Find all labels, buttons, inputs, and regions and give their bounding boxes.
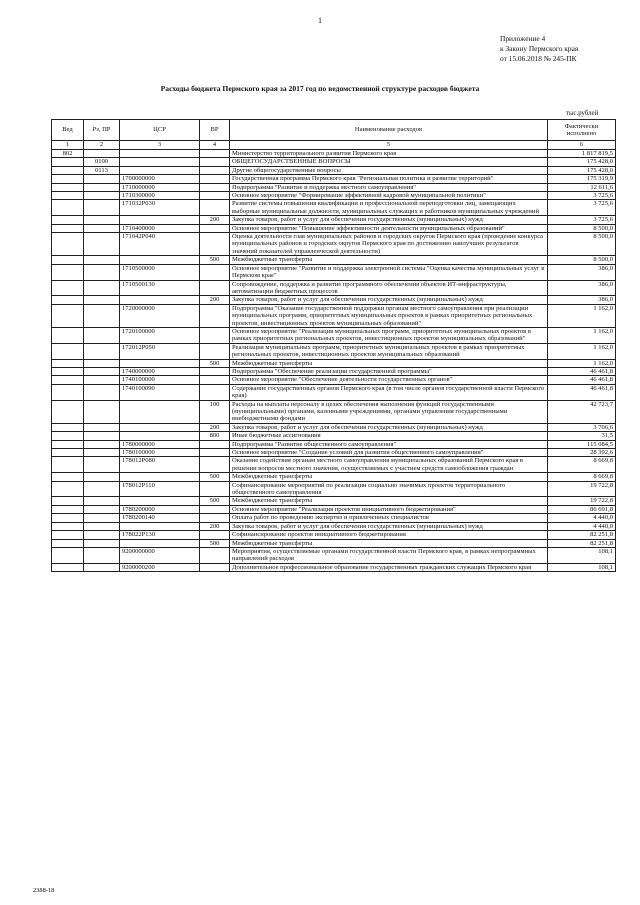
cell-amount: 46 461,8 xyxy=(548,367,616,375)
header-ved: Вед xyxy=(52,120,84,141)
cell-amount: 3 706,6 xyxy=(548,423,616,431)
cell-vr xyxy=(200,304,230,327)
cell-csr: 178012Р110 xyxy=(120,481,200,497)
cell-ved xyxy=(52,522,84,530)
cell-ved xyxy=(52,166,84,174)
cell-amount: 8 500,0 xyxy=(548,256,616,264)
cell-vr: 200 xyxy=(200,216,230,224)
cell-rz xyxy=(84,440,120,448)
cell-name: Сопровождение, поддержка и развитие программного обеспечения объектов ИТ-инфраструктуры, автоматизации бюджетных процессов xyxy=(230,280,548,296)
column-number: 4 xyxy=(200,141,230,150)
table-row xyxy=(52,432,616,440)
cell-ved xyxy=(52,497,84,505)
cell-name: Основное мероприятие "Реализация муниципальных программ, приоритетных муниципальных проектов в рамках приоритетных региональных проектов, инвестиционных проектов муниципальных образований" xyxy=(230,327,548,343)
cell-amount: 1 162,0 xyxy=(548,343,616,359)
cell-csr xyxy=(120,432,200,440)
cell-csr xyxy=(120,400,200,423)
table-row xyxy=(52,440,616,448)
cell-name: Мероприятия, осуществляемые органами государственной власти Пермского края, в рамках непрограммных направлений расходов xyxy=(230,547,548,563)
header-vr: ВР xyxy=(200,120,230,141)
cell-rz xyxy=(84,531,120,539)
cell-vr: 200 xyxy=(200,296,230,304)
budget-table xyxy=(51,119,616,572)
cell-csr xyxy=(120,166,200,174)
cell-amount: 3 725,6 xyxy=(548,200,616,216)
cell-vr xyxy=(200,150,230,158)
cell-rz xyxy=(84,481,120,497)
cell-rz xyxy=(84,216,120,224)
cell-name: Подпрограмма "Развитие общественного самоуправления" xyxy=(230,440,548,448)
table-row xyxy=(52,457,616,473)
cell-csr: 1780200140 xyxy=(120,514,200,522)
cell-vr xyxy=(200,376,230,384)
table-row xyxy=(52,547,616,563)
cell-vr xyxy=(200,457,230,473)
table-row xyxy=(52,175,616,183)
column-number: 6 xyxy=(548,141,616,150)
cell-amount: 386,0 xyxy=(548,264,616,280)
cell-name: Закупка товаров, работ и услуг для обеспечения государственных (муниципальных) нужд xyxy=(230,423,548,431)
cell-csr: 1720100000 xyxy=(120,327,200,343)
cell-vr xyxy=(200,280,230,296)
cell-vr xyxy=(200,481,230,497)
cell-vr: 500 xyxy=(200,539,230,547)
cell-rz: 0113 xyxy=(84,166,120,174)
cell-vr: 500 xyxy=(200,359,230,367)
cell-ved xyxy=(52,183,84,191)
cell-csr: 1710500130 xyxy=(120,280,200,296)
cell-vr xyxy=(200,175,230,183)
document-title: Расходы бюджета Пермского края за 2017 год по ведомственной структуре расходов бюджета xyxy=(160,84,480,93)
cell-name: Межбюджетные трансферты xyxy=(230,359,548,367)
cell-amount: 8 669,8 xyxy=(548,473,616,481)
cell-name: Расходы на выплаты персоналу в целях обеспечения выполнения функций государственными (муниципальными) органами, казенными учреждениями, органами управления государственными внебюджетными фондами xyxy=(230,400,548,423)
cell-ved xyxy=(52,473,84,481)
cell-rz xyxy=(84,150,120,158)
cell-ved xyxy=(52,224,84,232)
appendix-line-3: от 15.06.2018 № 245-ПК xyxy=(500,54,577,63)
cell-rz xyxy=(84,522,120,530)
cell-ved xyxy=(52,192,84,200)
cell-rz xyxy=(84,359,120,367)
cell-csr: 1700000000 xyxy=(120,175,200,183)
table-row xyxy=(52,224,616,232)
cell-vr xyxy=(200,192,230,200)
cell-ved xyxy=(52,304,84,327)
cell-csr: 178012Р080 xyxy=(120,457,200,473)
cell-amount: 19 722,8 xyxy=(548,481,616,497)
cell-name: Дополнительное профессиональное образование государственных гражданских служащих Пермского края xyxy=(230,563,548,571)
cell-ved xyxy=(52,175,84,183)
table-row xyxy=(52,531,616,539)
appendix-note xyxy=(500,34,578,64)
cell-csr: 1710300000 xyxy=(120,192,200,200)
cell-name: Другие общегосударственные вопросы xyxy=(230,166,548,174)
appendix-line-2: к Закону Пермского края xyxy=(500,44,579,53)
cell-rz xyxy=(84,432,120,440)
table-row xyxy=(52,400,616,423)
cell-amount: 3 725,6 xyxy=(548,216,616,224)
cell-csr xyxy=(120,359,200,367)
table-row xyxy=(52,384,616,400)
cell-rz xyxy=(84,343,120,359)
table-header-row xyxy=(52,120,616,141)
cell-rz xyxy=(84,233,120,256)
cell-name: Реализация муниципальных программ, приоритетных муниципальных проектов в рамках приоритетных региональных проектов, инвестиционных проектов муниципальных образований xyxy=(230,343,548,359)
cell-name: Основное мероприятие "Реализация проектов инициативного бюджетирования" xyxy=(230,505,548,513)
cell-name: Основное мероприятие "Формирование эффективной кадровой муниципальной политики" xyxy=(230,192,548,200)
cell-csr: 1740000000 xyxy=(120,367,200,375)
table-row xyxy=(52,505,616,513)
cell-amount: 12 611,6 xyxy=(548,183,616,191)
table-row xyxy=(52,481,616,497)
cell-vr xyxy=(200,233,230,256)
cell-rz xyxy=(84,224,120,232)
table-row xyxy=(52,216,616,224)
cell-name: Межбюджетные трансферты xyxy=(230,473,548,481)
cell-name: Основное мероприятие "Повышение эффективности деятельности муниципальных образований" xyxy=(230,224,548,232)
cell-amount: 19 722,8 xyxy=(548,497,616,505)
table-row xyxy=(52,183,616,191)
cell-name: Основное мероприятие "Создание условий для развития общественного самоуправления" xyxy=(230,449,548,457)
cell-vr xyxy=(200,264,230,280)
cell-rz xyxy=(84,256,120,264)
cell-name: Закупка товаров, работ и услуг для обеспечения государственных (муниципальных) нужд xyxy=(230,296,548,304)
column-number: 2 xyxy=(84,141,120,150)
cell-ved xyxy=(52,505,84,513)
cell-rz xyxy=(84,473,120,481)
cell-csr: 171042Р040 xyxy=(120,233,200,256)
cell-vr xyxy=(200,327,230,343)
cell-amount: 1 817 819,5 xyxy=(548,150,616,158)
table-row xyxy=(52,367,616,375)
cell-csr xyxy=(120,522,200,530)
cell-amount: 28 392,6 xyxy=(548,449,616,457)
cell-vr xyxy=(200,384,230,400)
cell-vr xyxy=(200,200,230,216)
cell-amount: 108,1 xyxy=(548,547,616,563)
table-row xyxy=(52,563,616,571)
table-row xyxy=(52,539,616,547)
cell-rz xyxy=(84,497,120,505)
cell-ved xyxy=(52,547,84,563)
cell-rz xyxy=(84,183,120,191)
cell-name: Закупка товаров, работ и услуг для обеспечения государственных (муниципальных) нужд xyxy=(230,216,548,224)
table-row xyxy=(52,256,616,264)
cell-ved xyxy=(52,376,84,384)
cell-amount: 3 725,6 xyxy=(548,192,616,200)
cell-amount: 115 084,5 xyxy=(548,440,616,448)
table-row xyxy=(52,233,616,256)
cell-name: Подпрограмма "Развитие и поддержка местного самоуправления" xyxy=(230,183,548,191)
table-row xyxy=(52,264,616,280)
cell-ved xyxy=(52,432,84,440)
cell-name: Межбюджетные трансферты xyxy=(230,497,548,505)
cell-amount: 86 691,8 xyxy=(548,505,616,513)
cell-ved xyxy=(52,264,84,280)
cell-rz xyxy=(84,200,120,216)
cell-name: Оценка деятельности глав муниципальных районов и городских округов Пермского края (проведение конкурса муниципальных районов и городских округов Пермского края по достижению наилучших результатов значений показателей управленческой деятельности) xyxy=(230,233,548,256)
cell-rz xyxy=(84,175,120,183)
cell-amount: 4 440,0 xyxy=(548,514,616,522)
cell-ved xyxy=(52,514,84,522)
cell-csr: 9200000200 xyxy=(120,563,200,571)
cell-vr xyxy=(200,531,230,539)
cell-ved xyxy=(52,343,84,359)
cell-csr: 1740100000 xyxy=(120,376,200,384)
cell-amount: 8 500,0 xyxy=(548,233,616,256)
cell-ved xyxy=(52,539,84,547)
cell-csr xyxy=(120,473,200,481)
cell-name: Основное мероприятие "Развитие и поддержка электронной системы "Оценка качества муниципальных услуг в Пермском крае" xyxy=(230,264,548,280)
column-number: 1 xyxy=(52,141,84,150)
cell-rz xyxy=(84,376,120,384)
column-number: 5 xyxy=(230,141,548,150)
header-amount: Фактически исполнено xyxy=(548,120,616,141)
units-label: тыс.рублей xyxy=(566,110,599,117)
cell-name: Софинансирование мероприятий по реализации социально значимых проектов территориального общественного самоуправления xyxy=(230,481,548,497)
table-row xyxy=(52,359,616,367)
cell-rz xyxy=(84,449,120,457)
header-rz: Рз, ПР xyxy=(84,120,120,141)
table-row xyxy=(52,166,616,174)
cell-vr xyxy=(200,166,230,174)
cell-csr xyxy=(120,296,200,304)
cell-name: Подпрограмма "Обеспечение реализации государственной программы" xyxy=(230,367,548,375)
cell-rz xyxy=(84,563,120,571)
cell-amount: 1 162,0 xyxy=(548,359,616,367)
cell-csr: 1780100000 xyxy=(120,449,200,457)
cell-amount: 175 319,9 xyxy=(548,175,616,183)
table-row xyxy=(52,522,616,530)
cell-vr: 500 xyxy=(200,256,230,264)
cell-vr xyxy=(200,505,230,513)
cell-rz: 0100 xyxy=(84,158,120,166)
cell-rz xyxy=(84,367,120,375)
cell-amount: 175 428,0 xyxy=(548,158,616,166)
cell-vr xyxy=(200,449,230,457)
cell-amount: 82 251,8 xyxy=(548,539,616,547)
table-row xyxy=(52,150,616,158)
cell-amount: 386,0 xyxy=(548,280,616,296)
cell-ved xyxy=(52,158,84,166)
table-row xyxy=(52,376,616,384)
cell-csr: 1720000000 xyxy=(120,304,200,327)
cell-vr: 800 xyxy=(200,432,230,440)
table-row xyxy=(52,296,616,304)
cell-name: Подпрограмма "Оказание государственной поддержки органам местного самоуправления при реализации муниципальных программ, приоритетных муниципальных проектов в рамках приоритетных региональных проектов, инвестиционных проектов муниципальных образований" xyxy=(230,304,548,327)
cell-name: Развитие системы повышения квалификации и профессиональной переподготовки лиц, замещающих выборные муниципальные должности, муниципальных служащих и работников муниципальных учреждений xyxy=(230,200,548,216)
cell-ved xyxy=(52,423,84,431)
cell-ved xyxy=(52,216,84,224)
cell-csr xyxy=(120,539,200,547)
cell-ved xyxy=(52,531,84,539)
cell-csr xyxy=(120,423,200,431)
cell-name: Софинансирование проектов инициативного бюджетирования xyxy=(230,531,548,539)
cell-name: Межбюджетные трансферты xyxy=(230,256,548,264)
cell-csr: 171032Р030 xyxy=(120,200,200,216)
cell-csr: 172012Р050 xyxy=(120,343,200,359)
cell-csr: 9200000000 xyxy=(120,547,200,563)
cell-rz xyxy=(84,547,120,563)
cell-ved xyxy=(52,280,84,296)
cell-amount: 4 440,0 xyxy=(548,522,616,530)
cell-name: Иные бюджетные ассигнования xyxy=(230,432,548,440)
cell-ved: 802 xyxy=(52,150,84,158)
cell-vr: 100 xyxy=(200,400,230,423)
cell-rz xyxy=(84,400,120,423)
cell-vr xyxy=(200,224,230,232)
cell-csr xyxy=(120,216,200,224)
cell-csr xyxy=(120,158,200,166)
cell-vr xyxy=(200,367,230,375)
cell-csr: 1780200000 xyxy=(120,505,200,513)
cell-csr xyxy=(120,497,200,505)
cell-rz xyxy=(84,280,120,296)
cell-vr: 200 xyxy=(200,522,230,530)
cell-vr xyxy=(200,547,230,563)
cell-name: Министерство территориального развития Пермского края xyxy=(230,150,548,158)
cell-csr: 1780000000 xyxy=(120,440,200,448)
cell-vr xyxy=(200,343,230,359)
footer-code: 2388-18 xyxy=(33,887,55,894)
cell-ved xyxy=(52,327,84,343)
cell-rz xyxy=(84,327,120,343)
cell-rz xyxy=(84,539,120,547)
cell-amount: 175 428,0 xyxy=(548,166,616,174)
cell-name: Государственная программа Пермского края "Региональная политика и развитие территорий" xyxy=(230,175,548,183)
cell-vr: 500 xyxy=(200,497,230,505)
page-number: 1 xyxy=(318,16,322,25)
cell-ved xyxy=(52,384,84,400)
table-row xyxy=(52,514,616,522)
cell-csr: 1710400000 xyxy=(120,224,200,232)
cell-vr xyxy=(200,158,230,166)
cell-ved xyxy=(52,440,84,448)
table-row xyxy=(52,449,616,457)
column-number: 3 xyxy=(120,141,200,150)
cell-rz xyxy=(84,384,120,400)
cell-amount: 1 162,0 xyxy=(548,304,616,327)
cell-amount: 108,1 xyxy=(548,563,616,571)
cell-rz xyxy=(84,264,120,280)
table-row xyxy=(52,158,616,166)
cell-amount: 46 461,8 xyxy=(548,384,616,400)
cell-vr xyxy=(200,514,230,522)
cell-ved xyxy=(52,457,84,473)
header-name: Наименование расходов xyxy=(230,120,548,141)
cell-ved xyxy=(52,367,84,375)
cell-vr xyxy=(200,440,230,448)
cell-name: Оказание содействия органам местного самоуправления муниципальных образований Пермского края в решении вопросов местного значения, осуществляемых с участием средств самообложения граждан xyxy=(230,457,548,473)
cell-amount: 8 500,0 xyxy=(548,224,616,232)
cell-vr: 200 xyxy=(200,423,230,431)
table-row xyxy=(52,327,616,343)
cell-amount: 31,5 xyxy=(548,432,616,440)
cell-ved xyxy=(52,200,84,216)
cell-ved xyxy=(52,563,84,571)
table-row xyxy=(52,473,616,481)
header-csr: ЦСР xyxy=(120,120,200,141)
cell-csr: 178022Р130 xyxy=(120,531,200,539)
cell-amount: 42 723,7 xyxy=(548,400,616,423)
cell-amount: 46 461,8 xyxy=(548,376,616,384)
cell-ved xyxy=(52,400,84,423)
cell-name: Оплата работ по проведению экспертиз и привлеченных специалистов xyxy=(230,514,548,522)
table-row xyxy=(52,192,616,200)
appendix-line-1: Приложение 4 xyxy=(500,34,546,43)
table-row xyxy=(52,280,616,296)
cell-csr: 1710500000 xyxy=(120,264,200,280)
cell-vr xyxy=(200,183,230,191)
cell-name: Содержание государственных органов Пермского края (в том числе органов государственной власти Пермского края) xyxy=(230,384,548,400)
column-number-row xyxy=(52,141,616,150)
cell-amount: 82 251,8 xyxy=(548,531,616,539)
table-row xyxy=(52,497,616,505)
cell-vr: 500 xyxy=(200,473,230,481)
cell-amount: 1 162,0 xyxy=(548,327,616,343)
cell-ved xyxy=(52,296,84,304)
cell-name: Межбюджетные трансферты xyxy=(230,539,548,547)
table-row xyxy=(52,423,616,431)
cell-vr xyxy=(200,563,230,571)
cell-name: Основное мероприятие "Обеспечение деятельности государственных органов" xyxy=(230,376,548,384)
cell-ved xyxy=(52,233,84,256)
cell-name: Закупка товаров, работ и услуг для обеспечения государственных (муниципальных) нужд xyxy=(230,522,548,530)
cell-rz xyxy=(84,192,120,200)
cell-rz xyxy=(84,505,120,513)
cell-amount: 386,0 xyxy=(548,296,616,304)
cell-ved xyxy=(52,256,84,264)
cell-csr xyxy=(120,150,200,158)
cell-ved xyxy=(52,481,84,497)
cell-rz xyxy=(84,457,120,473)
cell-rz xyxy=(84,296,120,304)
cell-rz xyxy=(84,304,120,327)
cell-csr xyxy=(120,256,200,264)
cell-rz xyxy=(84,514,120,522)
cell-ved xyxy=(52,359,84,367)
cell-csr: 1710000000 xyxy=(120,183,200,191)
table-row xyxy=(52,343,616,359)
table-row xyxy=(52,304,616,327)
cell-name: ОБЩЕГОСУДАРСТВЕННЫЕ ВОПРОСЫ xyxy=(230,158,548,166)
cell-csr: 1740100090 xyxy=(120,384,200,400)
table-row xyxy=(52,200,616,216)
cell-rz xyxy=(84,423,120,431)
cell-amount: 8 669,8 xyxy=(548,457,616,473)
cell-ved xyxy=(52,449,84,457)
